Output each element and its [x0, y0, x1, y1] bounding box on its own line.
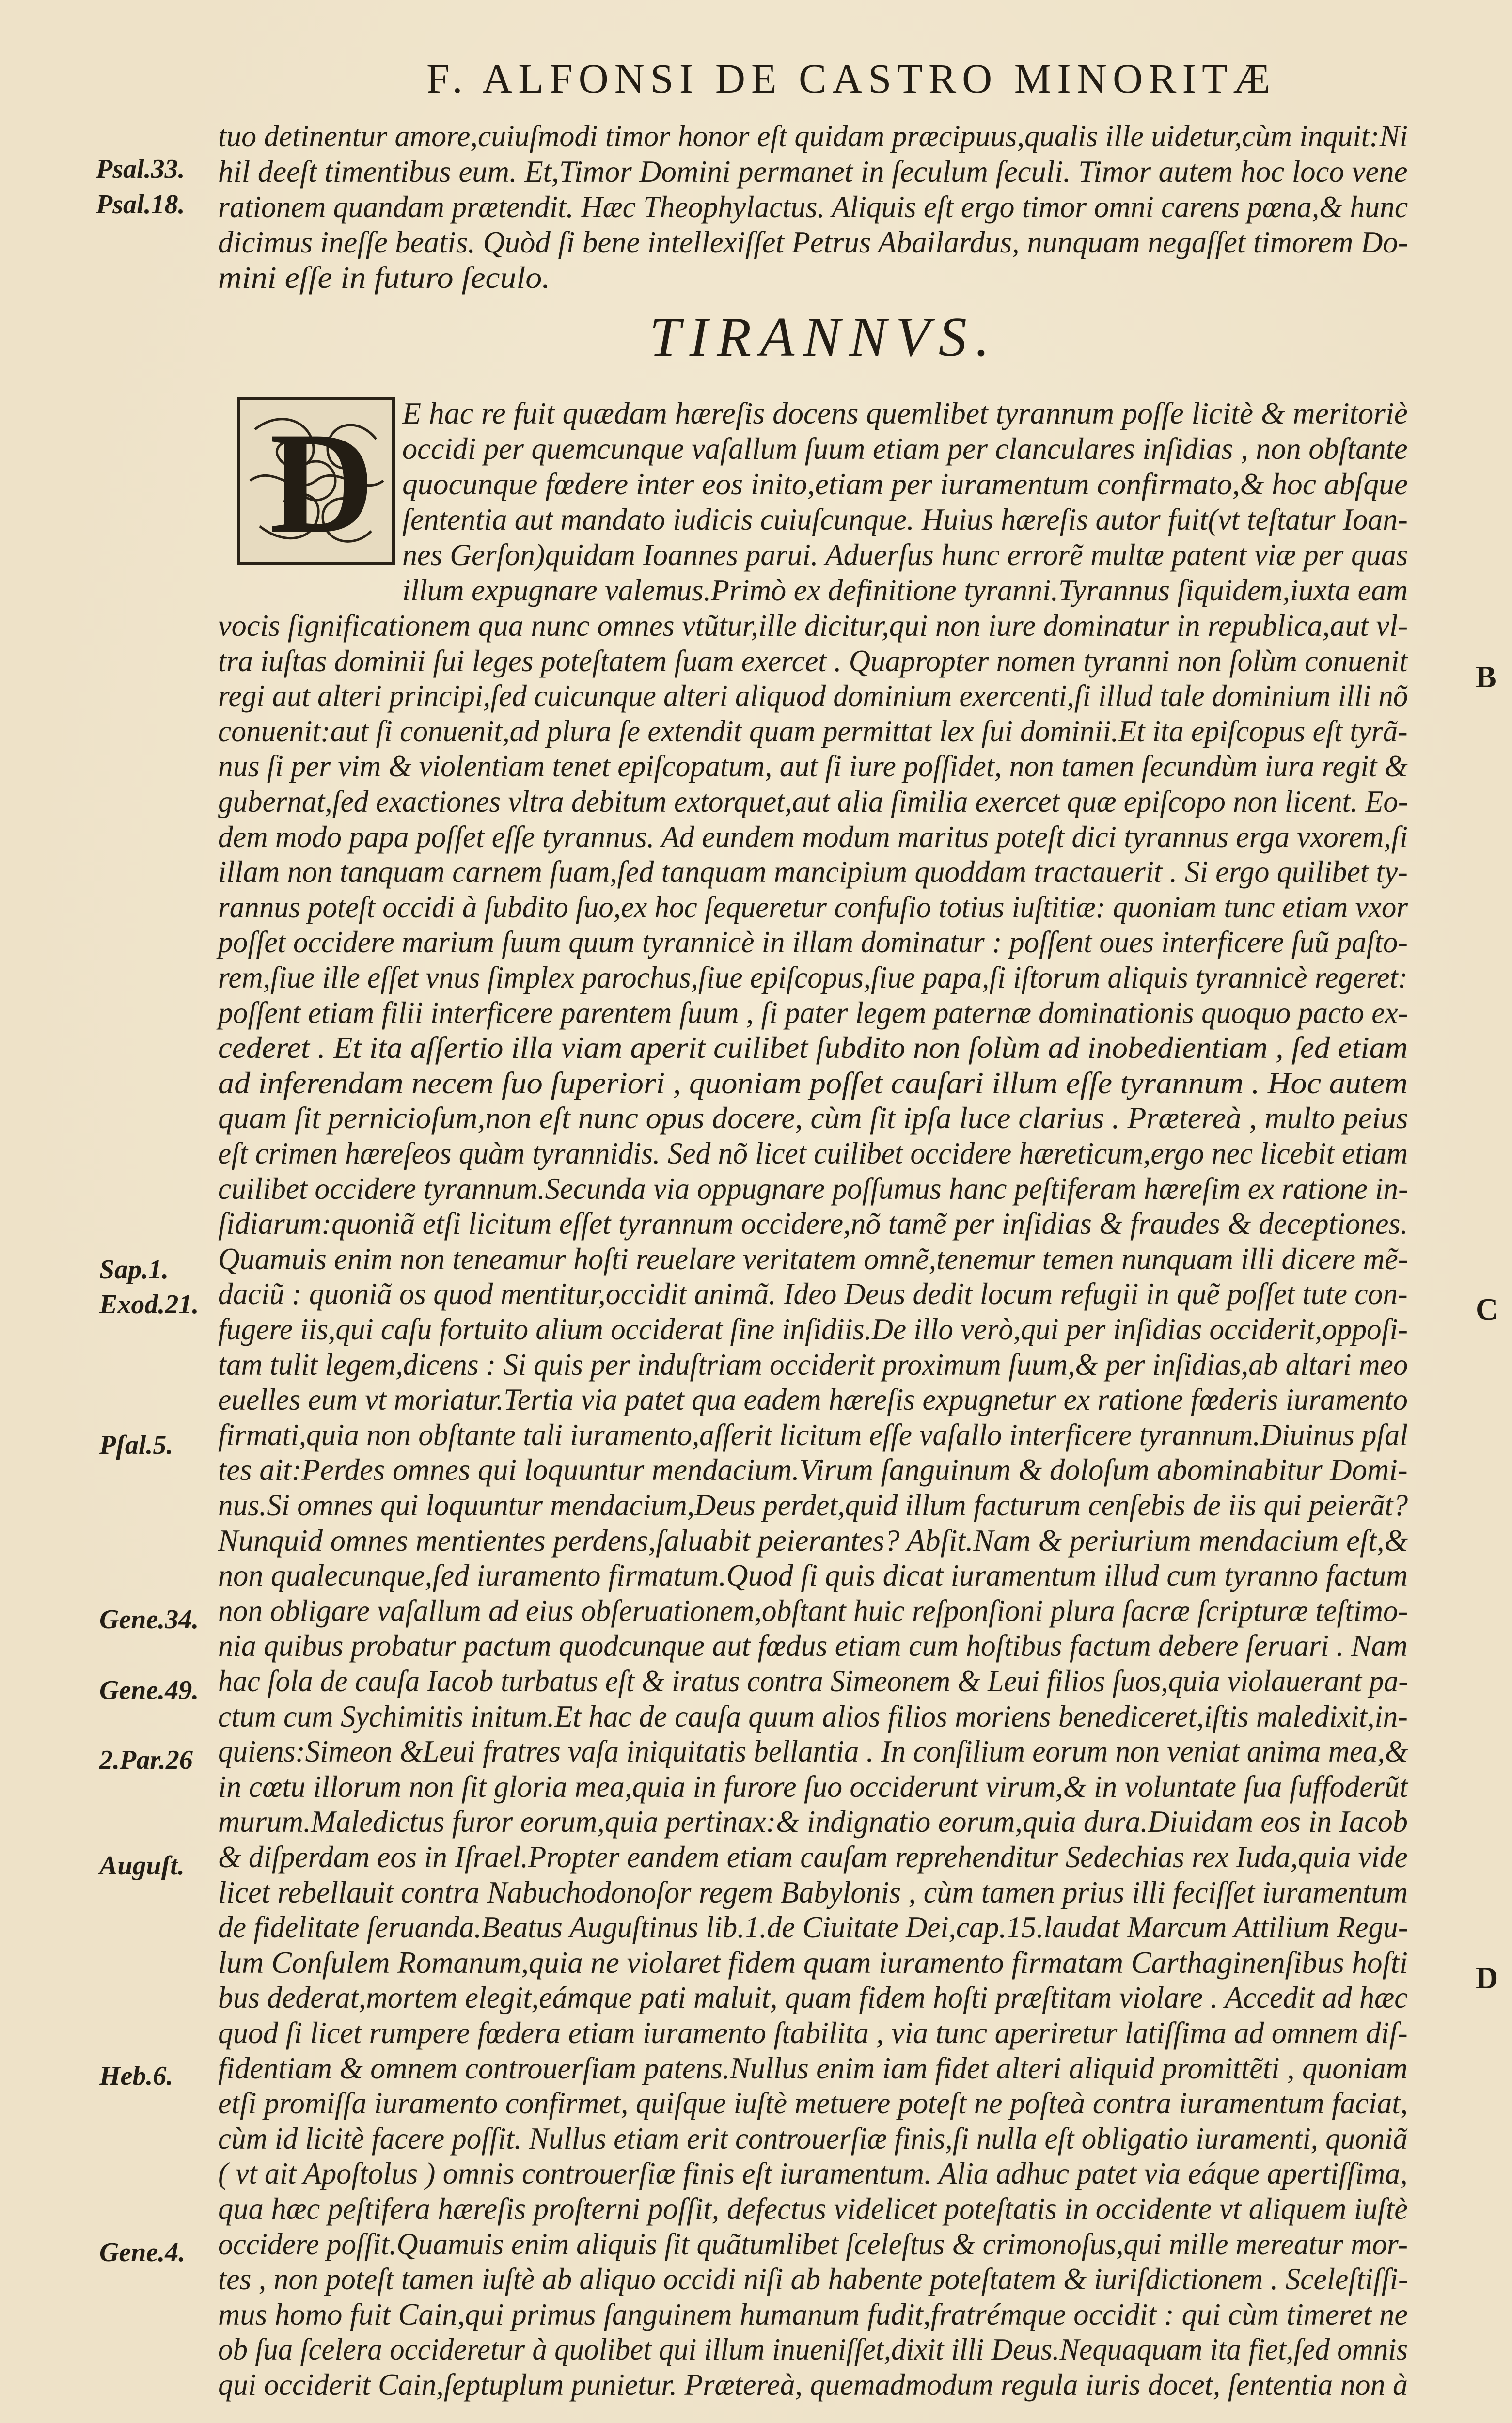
text-line: daciũ : quoniã os quod mentitur,occidit animã. Ideo Deus dedit locum refugii in quẽ poſſet tute con- — [218, 1276, 1408, 1311]
text-line: poſſet occidere marium ſuum quum tyrannicè in illam dominatur : poſſent oues interficere ſuũ paſto- — [218, 925, 1408, 960]
text-line: poſſent etiam filii interficere parentem ſuum , ſi pater legem paternæ dominationis quoquo pacto ex- — [218, 995, 1408, 1030]
margin-gloss: Gene.49. — [99, 1675, 199, 1705]
text-line: mini eſſe in futuro ſeculo. — [218, 260, 551, 295]
text-line: hac ſola de cauſa Iacob turbatus eſt & iratus contra Simeonem & Leui filios ſuos,quia violauerant pa- — [218, 1664, 1408, 1698]
margin-gloss: Heb.6. — [99, 2061, 173, 2091]
text-line: conuenit:aut ſi conuenit,ad plura ſe extendit quam permittat lex ſui dominii.Et ita epiſcopus eſt tyrã- — [218, 713, 1408, 748]
text-line: ſententia aut mandato iudicis cuiuſcunque. Huius hæreſis autor fuit(vt teſtatur Ioan- — [402, 502, 1408, 536]
margin-gloss: Psal.18. — [96, 189, 185, 220]
text-line: fugere iis,qui caſu fortuito alium occiderat ſine inſidiis.De illo verò,qui per inſidias occiderit,oppoſi- — [218, 1312, 1408, 1346]
text-line: non obligare vaſallum ad eius obſeruationem,obſtant huic reſponſioni plura ſacræ ſcripturæ teſtimo- — [218, 1593, 1408, 1628]
text-line: ( vt ait Apoſtolus ) omnis controuerſiæ finis eſt iuramentum. Alia adhuc patet via eáque apertiſſima, — [218, 2156, 1408, 2191]
text-line: illam non tanquam carnem ſuam,ſed tanquam mancipium quoddam tractauerit . Si ergo quilibet ty- — [218, 854, 1408, 889]
text-line: & diſperdam eos in Iſrael.Propter eandem etiam cauſam reprehenditur Sedechias rex Iuda,quia vide — [218, 1840, 1408, 1874]
text-line: nia quibus probatur pactum quodcunque aut fœdus etiam cum hoſtibus factum debere ſeruari . Nam — [218, 1628, 1408, 1663]
margin-gloss: 2.Par.26 — [99, 1745, 193, 1775]
text-line: licet rebellauit contra Nabuchodonoſor regem Babylonis , cùm tamen prius illi feciſſet iuramentum — [218, 1874, 1408, 1909]
text-line: non qualecunque,ſed iuramento firmatum.Quod ſi quis dicat iuramentum illud cum tyranno factum — [218, 1558, 1408, 1593]
text-line: lum Conſulem Romanum,quia ne violaret fidem quam iuramento firmatam Carthaginenſibus hoſti — [218, 1945, 1408, 1980]
text-line: tuo detinentur amore,cuiuſmodi timor honor eſt quidam præcipuus,qualis ille uidetur,cùm inquit:Ni — [218, 119, 1408, 153]
text-line: cùm id licitè facere poſſit. Nullus etiam erit controuerſiæ finis,ſi nulla eſt obligatio iuramenti, quoniã — [218, 2121, 1408, 2156]
text-line: cuilibet occidere tyrannum.Secunda via oppugnare poſſumus hanc peſtiferam hæreſim ex ratione in- — [218, 1171, 1408, 1206]
section-letter: D — [1476, 1961, 1498, 1995]
text-line: etſi promiſſa iuramento confirmet, quiſque iuſtè metuere poteſt ne poſteà contra iuramentum faciat, — [218, 2086, 1408, 2121]
text-line: E hac re fuit quædam hæreſis docens quemlibet tyrannum poſſe licitè & meritoriè — [402, 396, 1408, 430]
text-line: euelles eum vt moriatur.Tertia via patet qua eadem hæreſis expugnetur ex ratione fœderis iuramento — [218, 1382, 1408, 1417]
text-line: nus.Si omnes qui loquuntur mendacium,Deus perdet,quid illum facturum cenſebis de iis qui peierãt? — [218, 1488, 1408, 1522]
text-line: quiens:Simeon &Leui fratres vaſa iniquitatis bellantia . In conſilium eorum non veniat anima mea,& — [218, 1734, 1408, 1769]
text-line: quocunque fœdere inter eos inito,etiam per iuramentum confirmato,& hoc abſque — [402, 467, 1408, 501]
text-line: dicimus ineſſe beatis. Quòd ſi bene intellexiſſet Petrus Abailardus, nunquam negaſſet timorem Do- — [218, 225, 1408, 259]
text-line: nus ſi per vim & violentiam tenet epiſcopatum, aut ſi iure poſſidet, non tamen ſecundùm iura regit & — [218, 749, 1408, 784]
text-line: in cœtu illorum non ſit gloria mea,quia in furore ſuo occiderunt virum,& in voluntate ſua ſuffoderũt — [218, 1769, 1408, 1804]
text-line: mus homo fuit Cain,qui primus ſanguinem humanum fudit,fratrémque occidit : qui cùm timeret ne — [218, 2297, 1408, 2331]
text-line: firmati,quia non obſtante tali iuramento,aſſerit licitum eſſe vaſallo interficere tyrannum.Diuinus pſal — [218, 1417, 1408, 1452]
running-head: F. ALFONSI DE CASTRO MINORITÆ — [426, 55, 1276, 102]
text-line: ob ſua ſcelera occideretur à quolibet qui illum inueniſſet,dixit illi Deus.Nequaquam ita fiet,ſed omnis — [218, 2332, 1408, 2367]
decorated-initial — [237, 397, 395, 565]
text-line: rationem quandam prætendit. Hæc Theophylactus. Aliquis eſt ergo timor omni carens pœna,& hunc — [218, 189, 1408, 224]
text-line: illum expugnare valemus.Primò ex definitione tyranni.Tyrannus ſiquidem,iuxta eam — [402, 573, 1408, 607]
text-line: ad inferendam necem ſuo ſuperiori , quoniam poſſet cauſari illum eſſe tyrannum . Hoc autem — [218, 1065, 1408, 1100]
text-line: bus dederat,mortem elegit,eámque pati maluit, quam fidem hoſti præſtitam violare . Accedit ad hæc — [218, 1980, 1408, 2015]
text-line: qui occiderit Cain,ſeptuplum punietur. Prætereà, quemadmodum regula iuris docet, ſententia non à — [218, 2367, 1408, 2402]
text-line: fidentiam & omnem controuerſiam patens.Nullus enim iam fidet alteri aliquid promittẽti , quoniam — [218, 2050, 1408, 2085]
section-title: TIRANNVS. — [649, 306, 998, 368]
text-line: tes , non poteſt tamen iuſtè ab aliquo occidi niſi ab habente poteſtatem & iuriſdictionem . Sceleſtiſſi- — [218, 2262, 1408, 2297]
text-line: quod ſi licet rumpere fœdera etiam iuramento ſtabilita , via tunc aperiretur latiſſima ad omnem diſ- — [218, 2015, 1408, 2050]
text-line: tra iuſtas dominii ſui leges poteſtatem ſuam exercet . Quapropter nomen tyranni non ſolùm conuenit — [218, 643, 1408, 678]
text-line: tes ait:Perdes omnes qui loquuntur mendacium.Virum ſanguinum & doloſum abominabitur Domi- — [218, 1452, 1408, 1487]
text-line: hil deeſt timentibus eum. Et,Timor Domini permanet in ſeculum ſeculi. Timor autem hoc loco vene — [218, 154, 1408, 189]
text-line: occidere poſſit.Quamuis enim aliquis ſit quãtumlibet ſceleſtus & crimonoſus,qui mille mereatur mor- — [218, 2226, 1408, 2261]
text-line: Nunquid omnes mentientes perdens,ſaluabit peierantes? Abſit.Nam & periurium mendacium eſt,& — [218, 1523, 1408, 1558]
text-line: gubernat,ſed exactiones vltra debitum extorquet,aut alia ſimilia exercet quæ epiſcopo non licent. Eo- — [218, 784, 1408, 818]
text-line: cederet . Et ita aſſertio illa viam aperit cuilibet ſubdito non ſolùm ad inobedientiam , ſed etiam — [218, 1030, 1408, 1065]
text-line: nes Gerſon)quidam Ioannes parui. Aduerſus hunc errorẽ multæ patent viæ per quas — [402, 537, 1408, 572]
section-letter: B — [1476, 660, 1496, 694]
text-line: occidi per quemcunque vaſallum ſuum etiam per clanculares inſidias , non obſtante — [402, 431, 1408, 466]
text-line: de fidelitate ſeruanda.Beatus Auguſtinus lib.1.de Ciuitate Dei,cap.15.laudat Marcum Attilium Regu- — [218, 1910, 1408, 1945]
text-line: murum.Maledictus furor eorum,quia pertinax:& indignatio eorum,quia dura.Diuidam eos in Iacob — [218, 1804, 1408, 1839]
margin-gloss: Pſal.5. — [99, 1430, 173, 1460]
text-line: Quamuis enim non teneamur hoſti reuelare veritatem omnẽ,tenemur temen nunquam illi dicere mẽ- — [218, 1241, 1408, 1276]
text-line: qua hæc peſtifera hæreſis proſterni poſſit, defectus videlicet poteſtatis in occidente vt aliquem iuſtè — [218, 2191, 1408, 2226]
margin-gloss: Gene.4. — [99, 2237, 186, 2267]
text-line: tam tulit legem,dicens : Si quis per induſtriam occiderit proximum ſuum,& per inſidias,ab altari meo — [218, 1347, 1408, 1382]
margin-gloss: Auguſt. — [99, 1851, 185, 1881]
text-line: dem modo papa poſſet eſſe tyrannus. Ad eundem modum maritus poteſt dici tyrannus erga vxorem,ſi — [218, 819, 1408, 854]
initial-letter: D — [269, 402, 375, 563]
text-line: ſidiarum:quoniã etſi licitum eſſet tyrannum occidere,nõ tamẽ per inſidias & fraudes & deceptiones. — [218, 1206, 1408, 1241]
text-line: vocis ſignificationem qua nunc omnes vtũtur,ille dicitur,qui non iure dominatur in republica,aut vl- — [218, 608, 1408, 643]
margin-gloss: Gene.34. — [99, 1605, 199, 1635]
text-line: regi aut alteri principi,ſed cuicunque alteri aliquod dominium exercenti,ſi illud tale dominium illi nõ — [218, 678, 1408, 713]
section-letter: C — [1476, 1292, 1498, 1326]
margin-gloss: Sap.1. — [99, 1255, 169, 1285]
text-line: eſt crimen hæreſeos quàm tyrannidis. Sed nõ licet cuilibet occidere hæreticum,ergo nec licebit etiam — [218, 1136, 1408, 1170]
text-line: rem,ſiue ille eſſet vnus ſimplex parochus,ſiue epiſcopus,ſiue papa,ſi iſtorum aliquis tyrannicè regeret: — [218, 960, 1408, 994]
margin-gloss: Psal.33. — [96, 154, 185, 184]
text-line: quam ſit pernicioſum,non eſt nunc opus docere, cùm ſit ipſa luce clarius . Prætereà , multo peius — [218, 1101, 1408, 1135]
text-line: ctum cum Sychimitis initum.Et hac de cauſa quum alios filios moriens benediceret,iſtis maledixit,in- — [218, 1699, 1408, 1733]
text-line: rannus poteſt occidi à ſubdito ſuo,ex hoc ſequeretur confuſio totius iuſtitiæ: quoniam tunc etiam vxor — [218, 889, 1408, 924]
margin-gloss: Exod.21. — [99, 1290, 199, 1320]
